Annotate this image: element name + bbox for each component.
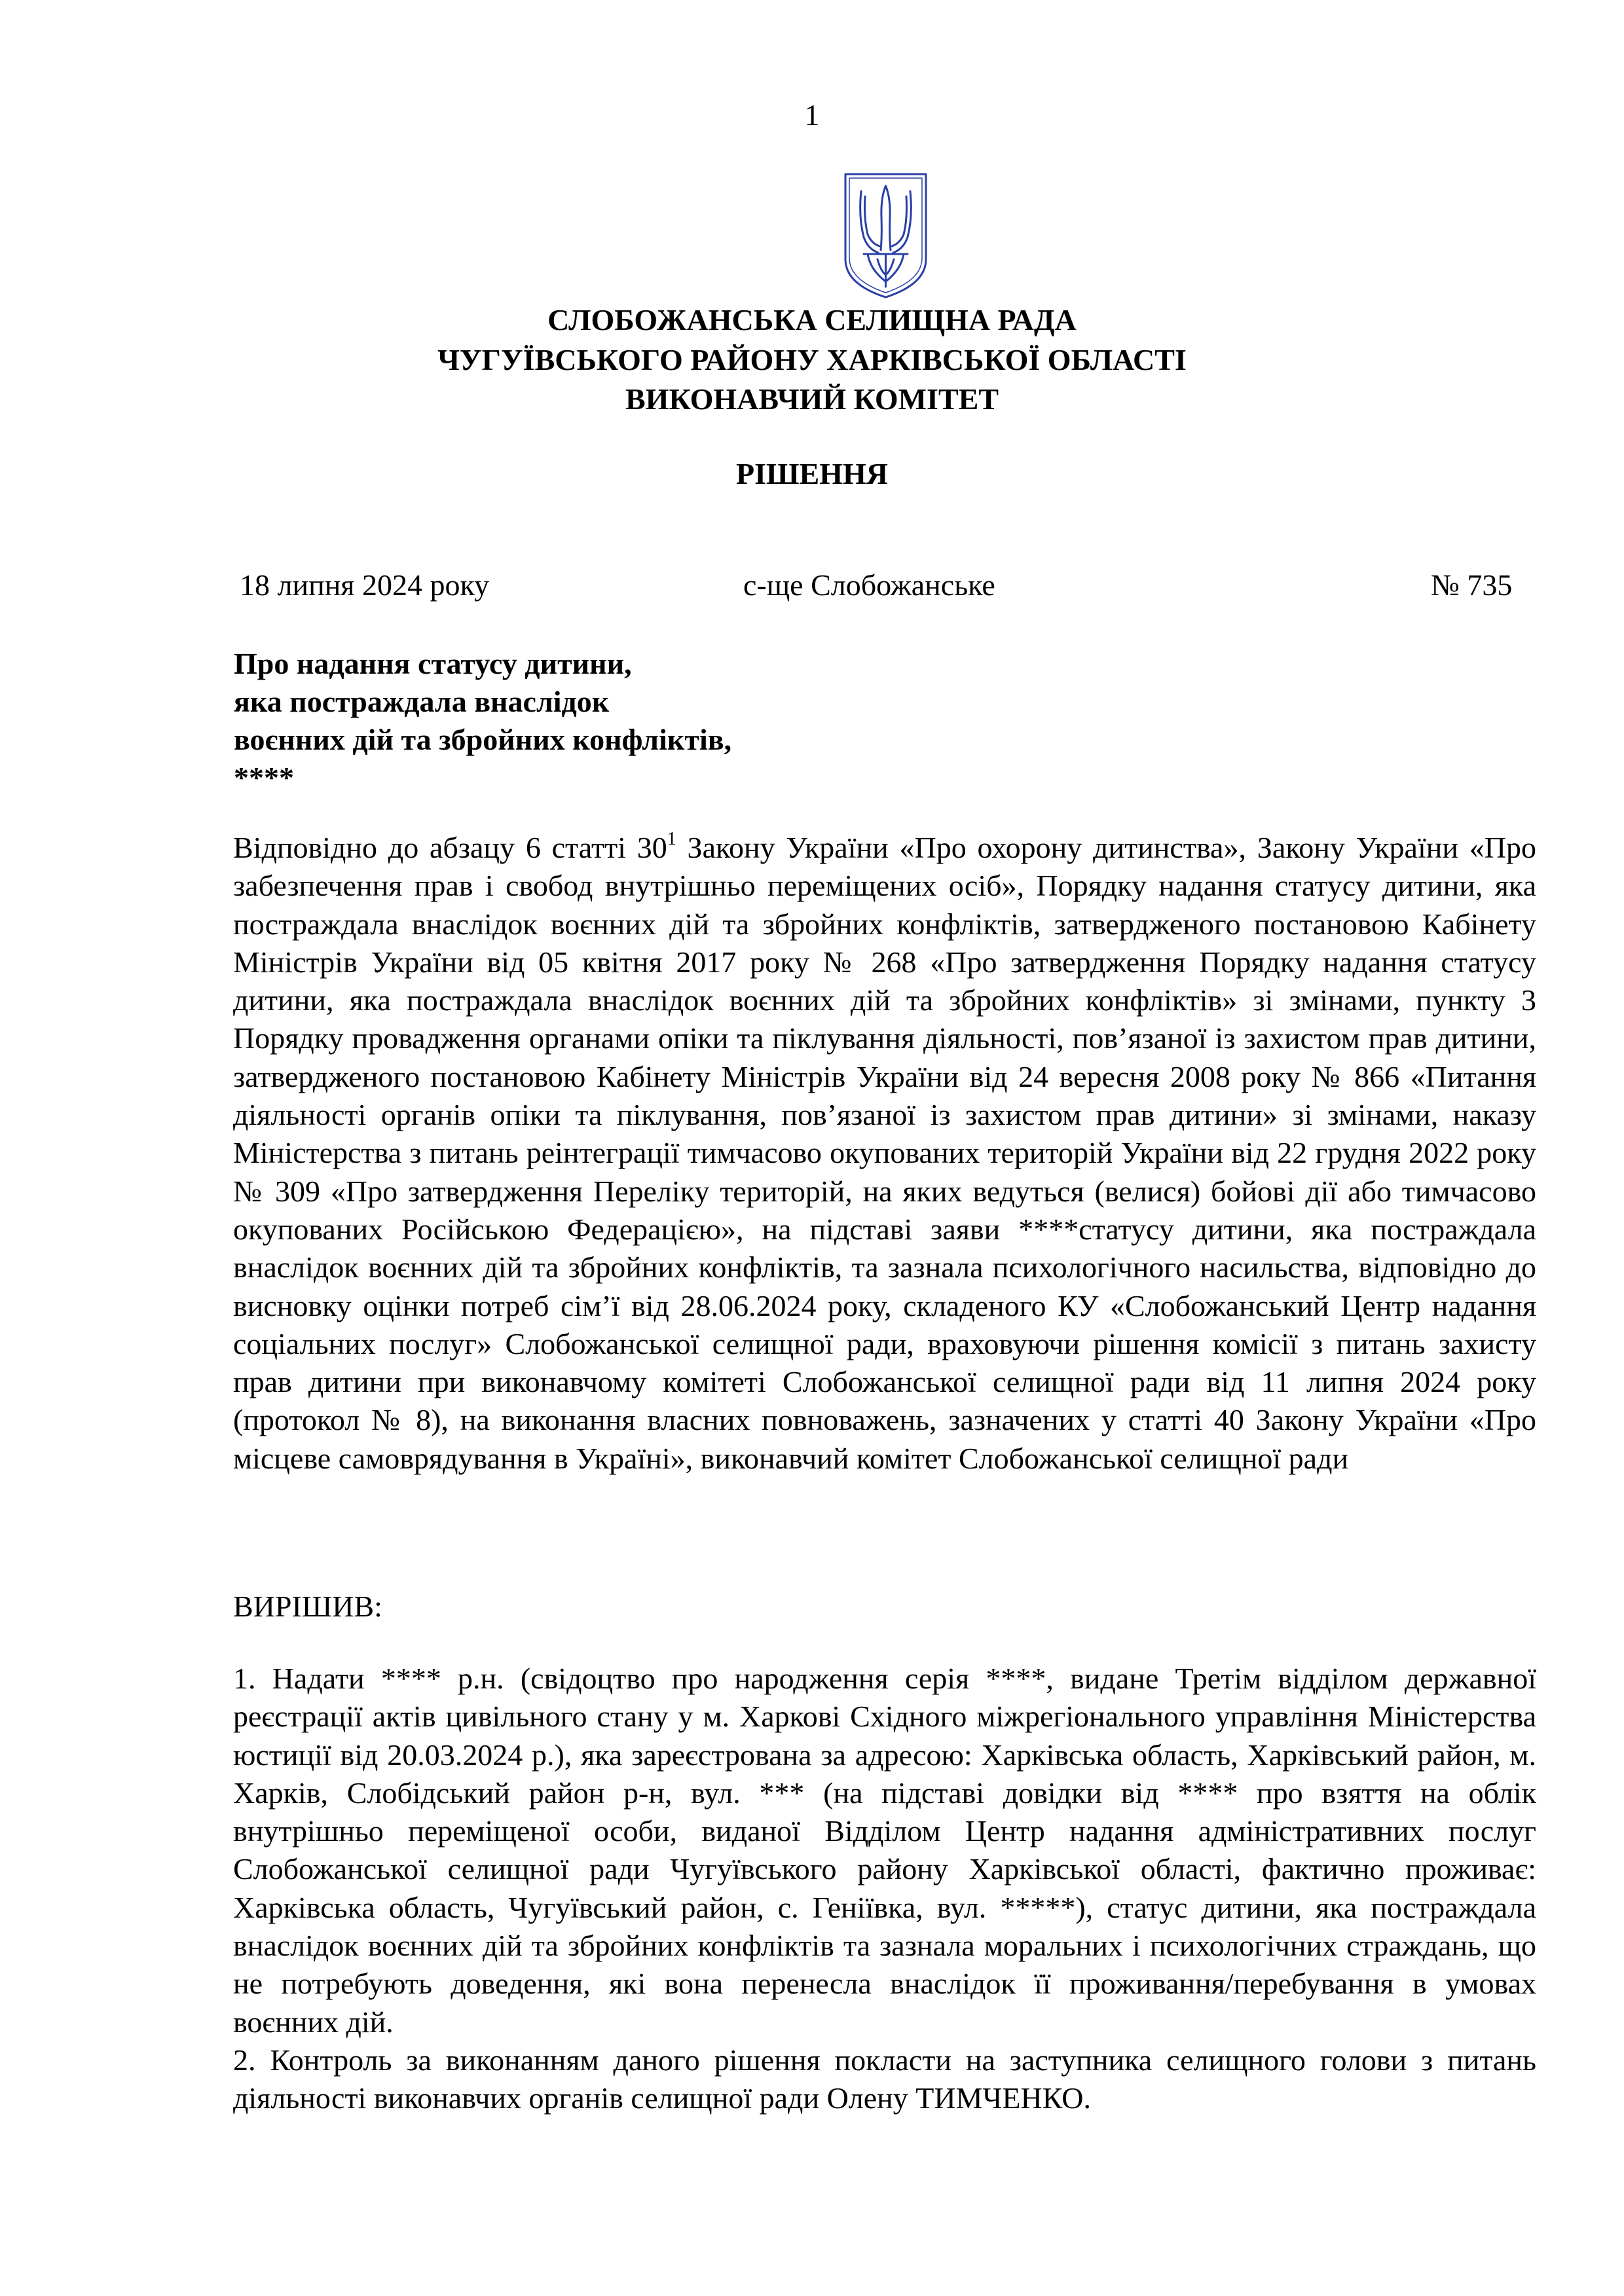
district-region-name: ЧУГУЇВСЬКОГО РАЙОНУ ХАРКІВСЬКОЇ ОБЛАСТІ xyxy=(437,343,1187,376)
document-title: РІШЕННЯ xyxy=(736,457,888,490)
preamble-text-start: Відповідно до абзацу 6 статті 30 xyxy=(233,831,667,864)
trident-coat-of-arms-icon xyxy=(841,172,930,300)
council-name: СЛОБОЖАНСЬКА СЕЛИЩНА РАДА xyxy=(547,303,1077,337)
decided-label: ВИРІШИВ: xyxy=(233,1590,382,1623)
document-date: 18 липня 2024 року xyxy=(240,568,490,602)
preamble-paragraph xyxy=(233,829,1536,1478)
preamble-text-rest: Закону України «Про охорону дитинства», Закону України «Про забезпечення прав і свобод внутрішньо переміщених осіб», Порядку надання статусу дитини, яка постраждала внаслідок воєнних дій та збройних конфліктів, затвердженого постановою Кабінету Міністрів України від 05 квітня 2017 року № 268 «Про затвердження Порядку надання статусу дитини, яка постраждала внаслідок воєнних дій та збройних конфліктів» зі змінами, пункту 3 Порядку провадження органами опіки та піклування діяльності, пов’язаної із захистом прав дитини, затвердженого постановою Кабінету Міністрів України від 24 вересня 2008 року № 866 «Питання діяльності органів опіки та піклування, пов’язаної із захистом прав дитини» зі змінами, наказу Міністерства з питань реінтеграції тимчасово окупованих територій України від 22 грудня 2022 року № 309 «Про затвердження Переліку територій, на яких ведуться (велися) бойові дії або тимчасово окупованих Російською Федерацією», на підставі заяви ****статусу дитини, яка постраждала внаслідок воєнних дій та збройних конфліктів, та зазнала психологічного насильства, відповідно до висновку оцінки потреб сім’ї від 28.06.2024 року, складеного КУ «Слобожанський Центр надання соціальних послуг» Слобожанської селищної ради, враховуючи рішення комісії з питань захисту прав дитини при виконавчому комітеті Слобожанської селищної ради від 11 липня 2024 року (протокол № 8), на виконання власних повноважень, зазначених у статті 40 Закону України «Про місцеве самоврядування в Україні», виконавчий комітет Слобожанської селищної ради xyxy=(233,831,1536,1475)
executive-committee-name: ВИКОНАВЧИЙ КОМІТЕТ xyxy=(625,382,999,416)
subject-line: воєнних дій та збройних конфліктів, xyxy=(234,723,732,756)
document-place: с-ще Слобожанське xyxy=(743,568,995,602)
document-number: № 735 xyxy=(1431,568,1513,602)
decision-item-1: 1. Надати **** р.н. (свідоцтво про народження серія ****, видане Третім відділом державної реєстрації актів цивільного стану у м. Харкові Східного міжрегіонального управління Міністерства юстиції від 20.03.2024 р.), яка зареєстрована за адресою: Харківська область, Харківський район, м. Харків, Слобідський район р-н, вул. *** (на підставі довідки від **** про взяття на облік внутрішньо переміщеної особи, виданої Відділом Центр надання адміністративних послуг Слобожанської селищної ради Чугуївського району Харківської області, фактично проживає: Харківська область, Чугуївський район, с. Геніївка, вул. *****), статус дитини, яка постраждала внаслідок воєнних дій та збройних конфліктів та зазнала моральних і психологічних страждань, що не потребують доведення, які вона перенесла внаслідок її проживання/перебування в умовах воєнних дій. xyxy=(233,1662,1536,2039)
superscript: 1 xyxy=(667,828,676,849)
subject-line: яка постраждала внаслідок xyxy=(234,685,610,718)
page-number: 1 xyxy=(804,98,820,132)
decision-item-2: 2. Контроль за виконанням даного рішення покласти на заступника селищного голови з питань діяльності виконавчих органів селищної ради Олену ТИМЧЕНКО. xyxy=(233,2043,1536,2115)
subject-line: **** xyxy=(234,761,294,794)
subject-line: Про надання статусу дитини, xyxy=(234,647,632,680)
